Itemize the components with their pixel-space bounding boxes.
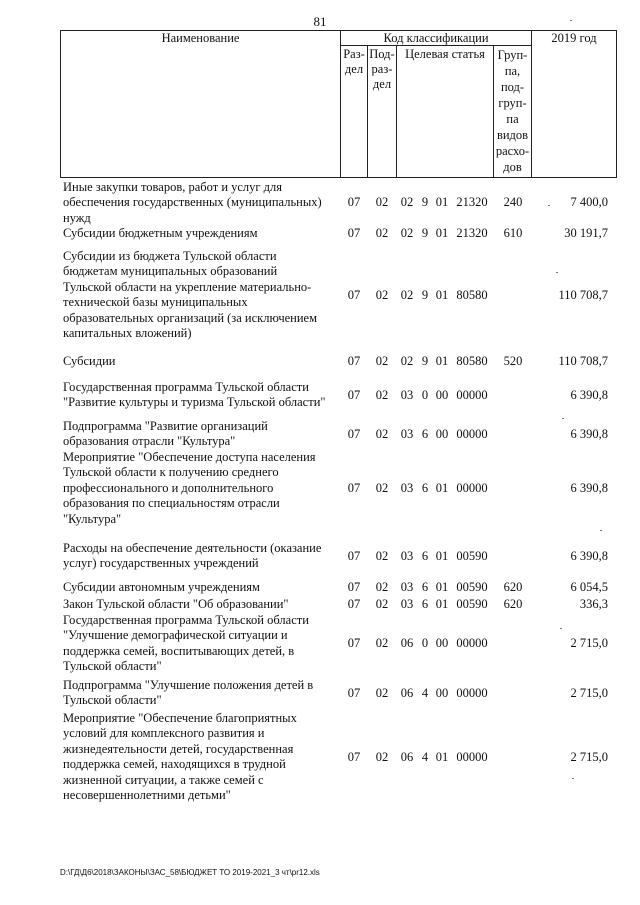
header-podrazdel — [368, 47, 396, 92]
row-t1: 06 — [400, 686, 414, 700]
row-name — [63, 419, 335, 450]
row-name-line: Тульской области к получению среднего — [63, 465, 279, 480]
scan-speck — [562, 418, 564, 419]
row-name-line: Подпрограмма "Развитие организаций — [63, 419, 268, 433]
row-name-line: Тульской области" — [63, 693, 162, 708]
col-rule — [531, 30, 532, 178]
row-name — [63, 249, 335, 341]
row-t2: 9 — [421, 354, 429, 368]
row-name-line: жизненной ситуации, а также семей с — [63, 772, 264, 787]
row-razdel: 07 — [347, 288, 361, 302]
row-name — [63, 226, 335, 241]
row-name — [63, 711, 335, 803]
table-row — [0, 450, 640, 527]
row-t4: 21320 — [456, 195, 488, 209]
row-razdel: 07 — [347, 226, 361, 240]
row-amount: 2 715,0 — [570, 636, 608, 650]
row-name-line: образовательных организаций (за исключением — [63, 310, 317, 325]
header-razdel-line: дел — [344, 62, 364, 76]
row-razdel: 07 — [347, 549, 361, 563]
header-group — [494, 47, 531, 175]
row-name-line: технической базы муниципальных — [63, 295, 248, 310]
row-name — [63, 450, 335, 527]
row-t2: 9 — [421, 195, 429, 209]
row-name-line: Субсидии из бюджета Тульской области — [63, 249, 277, 263]
row-razdel: 07 — [347, 636, 361, 650]
row-t2: 9 — [421, 226, 429, 240]
row-name-line: "Улучшение демографической ситуации и — [63, 628, 288, 643]
row-razdel: 07 — [347, 686, 361, 700]
row-name — [63, 541, 335, 572]
row-amount: 7 400,0 — [570, 195, 608, 209]
scan-speck — [600, 530, 602, 531]
row-t2: 6 — [421, 427, 429, 441]
row-t1: 02 — [400, 288, 414, 302]
table-row — [0, 613, 640, 675]
file-path-footer: D:\ГД\Д6\2018\ЗАКОНЫ\ЗАС_58\БЮДЖЕТ ТО 2019-2021_3 чт\pr12.xls — [60, 868, 320, 877]
row-t1: 03 — [400, 388, 414, 402]
row-t4: 80580 — [456, 288, 488, 302]
row-amount: 6 390,8 — [570, 427, 608, 441]
row-name — [63, 613, 335, 675]
row-name-line: Закон Тульской области "Об образовании" — [63, 597, 289, 611]
row-vid: 610 — [503, 226, 523, 240]
row-vid: 240 — [503, 195, 523, 209]
row-podrazdel: 02 — [375, 580, 389, 594]
row-t1: 03 — [400, 427, 414, 441]
row-podrazdel: 02 — [375, 597, 389, 611]
row-name-line: "Культура" — [63, 511, 122, 526]
row-razdel: 07 — [347, 750, 361, 764]
row-name — [63, 580, 335, 595]
table-row — [0, 249, 640, 341]
row-name-line: Тульской области на укрепление материально- — [63, 279, 312, 294]
table-row — [0, 541, 640, 572]
row-t3: 01 — [435, 481, 449, 495]
row-t3: 01 — [435, 354, 449, 368]
row-razdel: 07 — [347, 597, 361, 611]
row-t4: 00000 — [456, 686, 488, 700]
row-name-line: капитальных вложений) — [63, 326, 192, 341]
row-name-line: Государственная программа Тульской области — [63, 613, 309, 627]
header-name: Наименование — [161, 31, 240, 45]
header-group-line: па, — [504, 64, 521, 78]
row-t1: 06 — [400, 636, 414, 650]
row-podrazdel: 02 — [375, 195, 389, 209]
row-podrazdel: 02 — [375, 549, 389, 563]
row-t1: 03 — [400, 597, 414, 611]
row-name — [63, 678, 335, 709]
row-name-line: Субсидии автономным учреждениям — [63, 580, 260, 594]
header-podrazdel-line: Под- — [369, 47, 395, 61]
table-row — [0, 226, 640, 241]
row-name-line: условий для комплексного развития и — [63, 726, 265, 741]
row-name-line: Расходы на обеспечение деятельности (оказание — [63, 541, 322, 555]
row-t3: 00 — [435, 686, 449, 700]
row-name-line: бюджетам муниципальных образований — [63, 264, 278, 279]
page-number: 81 — [313, 14, 327, 29]
table-row — [0, 380, 640, 411]
row-vid: 620 — [503, 580, 523, 594]
row-t2: 9 — [421, 288, 429, 302]
row-t2: 6 — [421, 597, 429, 611]
row-t3: 01 — [435, 597, 449, 611]
header-group-line: Груп- — [497, 48, 528, 62]
row-podrazdel: 02 — [375, 636, 389, 650]
row-amount: 6 390,8 — [570, 549, 608, 563]
row-name-line: образования по специальностям отрасли — [63, 496, 280, 511]
table-row — [0, 354, 640, 369]
row-razdel: 07 — [347, 354, 361, 368]
row-vid: 620 — [503, 597, 523, 611]
row-t2: 6 — [421, 549, 429, 563]
row-podrazdel: 02 — [375, 686, 389, 700]
header-group-line: расхо- — [495, 144, 530, 158]
row-name-line: образования отрасли "Культура" — [63, 434, 236, 449]
row-name-line: Тульской области" — [63, 659, 162, 674]
row-name-line: Иные закупки товаров, работ и услуг для — [63, 180, 283, 194]
row-t1: 03 — [400, 481, 414, 495]
header-target: Целевая статья — [405, 47, 485, 61]
row-podrazdel: 02 — [375, 750, 389, 764]
col-rule — [616, 30, 617, 178]
row-name-line: Подпрограмма "Улучшение положения детей в — [63, 678, 314, 692]
col-rule — [396, 45, 397, 178]
row-t1: 02 — [400, 195, 414, 209]
row-amount: 30 191,7 — [564, 226, 608, 240]
row-t4: 00000 — [456, 636, 488, 650]
header-year: 2019 год — [551, 31, 597, 45]
row-podrazdel: 02 — [375, 427, 389, 441]
row-name-line: Мероприятие "Обеспечение доступа населения — [63, 450, 316, 464]
row-razdel: 07 — [347, 481, 361, 495]
row-t4: 80580 — [456, 354, 488, 368]
row-amount: 6 390,8 — [570, 388, 608, 402]
header-group-line: видов — [496, 128, 529, 142]
header-classification: Код классификации — [383, 31, 489, 45]
scan-speck — [572, 778, 574, 779]
table-row — [0, 180, 640, 226]
row-t2: 6 — [421, 580, 429, 594]
row-amount: 6 054,5 — [570, 580, 608, 594]
header-group-line: па — [506, 112, 519, 126]
row-name-line: Государственная программа Тульской области — [63, 380, 309, 394]
row-razdel: 07 — [347, 427, 361, 441]
row-t3: 01 — [435, 750, 449, 764]
header-razdel-line: Раз- — [343, 47, 365, 61]
table-row — [0, 580, 640, 595]
row-name-line: Субсидии — [63, 354, 116, 368]
scan-speck — [556, 272, 558, 273]
row-name-line: нужд — [63, 210, 91, 225]
row-name — [63, 597, 335, 612]
scan-speck — [570, 20, 572, 21]
row-podrazdel: 02 — [375, 288, 389, 302]
header-bottom-rule — [60, 177, 617, 178]
row-t3: 01 — [435, 226, 449, 240]
row-t3: 00 — [435, 636, 449, 650]
row-t4: 00590 — [456, 597, 488, 611]
row-amount: 336,3 — [579, 597, 608, 611]
col-rule — [60, 30, 61, 178]
row-t3: 00 — [435, 388, 449, 402]
row-name-line: поддержка семей, находящихся в трудной — [63, 757, 286, 772]
row-name-line: услуг) государственных учреждений — [63, 556, 259, 571]
row-podrazdel: 02 — [375, 481, 389, 495]
row-t2: 4 — [421, 750, 429, 764]
header-razdel — [341, 47, 367, 77]
table-row — [0, 597, 640, 612]
header-group-line: под- — [500, 80, 525, 94]
row-amount: 2 715,0 — [570, 750, 608, 764]
row-t1: 06 — [400, 750, 414, 764]
row-amount: 6 390,8 — [570, 481, 608, 495]
row-t3: 01 — [435, 288, 449, 302]
table-row — [0, 678, 640, 709]
row-t3: 01 — [435, 580, 449, 594]
row-t4: 00000 — [456, 388, 488, 402]
row-name-line: жизнедеятельности детей, государственная — [63, 741, 294, 756]
table-row — [0, 711, 640, 803]
row-t4: 21320 — [456, 226, 488, 240]
row-name-line: "Развитие культуры и туризма Тульской области" — [63, 395, 326, 410]
row-razdel: 07 — [347, 388, 361, 402]
row-t4: 00000 — [456, 481, 488, 495]
scan-speck — [548, 205, 550, 206]
row-t2: 0 — [421, 636, 429, 650]
row-name — [63, 380, 335, 411]
row-amount: 110 708,7 — [558, 288, 608, 302]
row-t4: 00000 — [456, 750, 488, 764]
row-name-line: несовершеннолетними детьми" — [63, 788, 231, 803]
table-row — [0, 419, 640, 450]
row-t2: 6 — [421, 481, 429, 495]
row-t3: 00 — [435, 427, 449, 441]
row-razdel: 07 — [347, 195, 361, 209]
row-name-line: обеспечения государственных (муниципальных) — [63, 195, 322, 210]
row-t4: 00590 — [456, 549, 488, 563]
header-group-line: дов — [503, 160, 522, 174]
row-t3: 01 — [435, 549, 449, 563]
row-t1: 02 — [400, 354, 414, 368]
row-razdel: 07 — [347, 580, 361, 594]
row-name-line: Мероприятие "Обеспечение благоприятных — [63, 711, 297, 725]
row-t1: 03 — [400, 580, 414, 594]
row-name-line: поддержка семей, воспитывающих детей, в — [63, 643, 295, 658]
row-t1: 03 — [400, 549, 414, 563]
row-name — [63, 354, 335, 369]
row-podrazdel: 02 — [375, 354, 389, 368]
row-amount: 110 708,7 — [558, 354, 608, 368]
header-podrazdel-line: дел — [372, 77, 392, 91]
header-group-line: груп- — [498, 96, 527, 110]
scan-speck — [560, 628, 562, 629]
row-t2: 0 — [421, 388, 429, 402]
row-vid: 520 — [503, 354, 523, 368]
header-podrazdel-line: раз- — [371, 62, 393, 76]
row-name — [63, 180, 335, 226]
row-t3: 01 — [435, 195, 449, 209]
row-t4: 00590 — [456, 580, 488, 594]
row-name-line: профессионального и дополнительного — [63, 480, 274, 495]
row-t2: 4 — [421, 686, 429, 700]
row-amount: 2 715,0 — [570, 686, 608, 700]
row-podrazdel: 02 — [375, 226, 389, 240]
row-t4: 00000 — [456, 427, 488, 441]
row-t1: 02 — [400, 226, 414, 240]
row-podrazdel: 02 — [375, 388, 389, 402]
row-name-line: Субсидии бюджетным учреждениям — [63, 226, 258, 240]
